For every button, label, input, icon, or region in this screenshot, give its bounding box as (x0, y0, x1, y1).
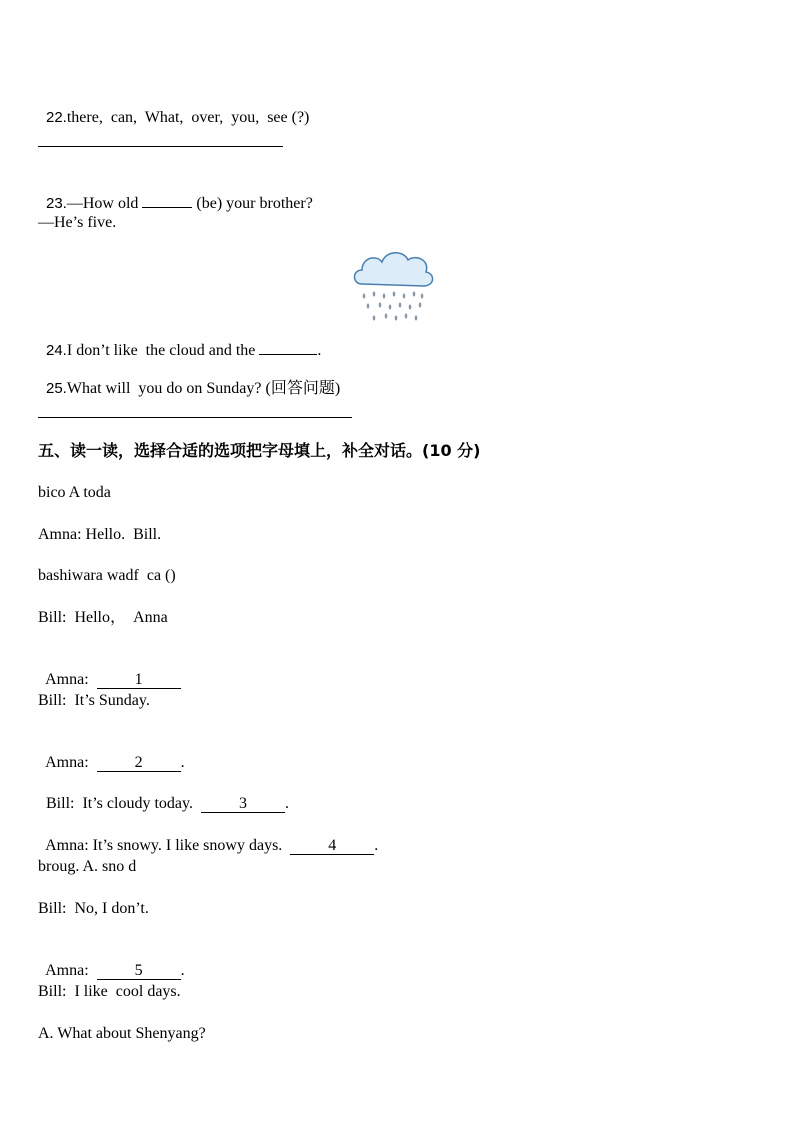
question-25 (38, 359, 340, 399)
line-end: . (180, 754, 185, 771)
speaker-label: Amna: (45, 754, 97, 771)
dialogue-line: Amna: Hello. Bill. (38, 526, 162, 543)
question-number: 25. (46, 380, 67, 397)
speaker-label: Amna: (45, 671, 97, 688)
question-text: What will you do on Sunday? (回答问题) (66, 380, 341, 397)
dialogue-line: Bill: No, I don’t. (38, 900, 149, 917)
question-text-prefix: —How old (66, 195, 143, 212)
answer-line-25[interactable] (38, 417, 352, 418)
cloud-rain-icon (350, 248, 436, 332)
dialogue-line: Bill: It’s Sunday. (38, 692, 150, 709)
answer-blank[interactable]: 3 (201, 796, 285, 813)
line-end: . (284, 795, 289, 812)
dialogue-line: Bill: I like cool days. (38, 983, 181, 1000)
speaker-label: Bill: It’s cloudy today. (46, 795, 201, 812)
line-end: . (374, 837, 379, 854)
question-23 (38, 171, 313, 214)
question-text: there, can, What, over, you, see (?) (66, 109, 310, 126)
fill-blank[interactable] (259, 338, 317, 355)
speaker-label: Amna: It’s snowy. I like snowy days. (45, 837, 291, 854)
answer-blank[interactable]: 5 (97, 963, 181, 980)
dialogue-line (38, 816, 378, 856)
question-text-suffix: (be) your brother? (192, 195, 313, 212)
dialogue-line: Bill: Hello， Anna (38, 609, 168, 626)
dialogue-line: broug. A. sno d (38, 858, 137, 875)
speaker-label: Amna: (45, 962, 97, 979)
dialogue-line (38, 941, 185, 981)
option-a: A. What about Shenyang? (38, 1025, 206, 1042)
question-23-reply: —He’s five. (38, 214, 117, 231)
line-end: . (180, 962, 185, 979)
question-number: 22. (46, 109, 67, 126)
answer-blank[interactable]: 4 (290, 838, 374, 855)
dialogue-line (38, 733, 185, 773)
dialogue-line (38, 650, 181, 690)
question-number: 23. (46, 195, 67, 212)
question-number: 24. (46, 342, 67, 359)
answer-line-22[interactable] (38, 146, 283, 147)
section-heading: 五、读一读，选择合适的选项把字母填上，补全对话。(10 分) (38, 441, 481, 460)
question-text-prefix: I don’t like the cloud and the (66, 342, 260, 359)
answer-blank[interactable]: 1 (97, 672, 181, 689)
question-24 (38, 318, 321, 361)
dialogue-line (38, 774, 289, 814)
question-22 (38, 88, 309, 128)
dialogue-line: bico A toda (38, 484, 111, 501)
dialogue-line: bashiwara wadf ca () (38, 567, 176, 584)
question-text-suffix: . (317, 342, 322, 359)
fill-blank[interactable] (142, 191, 192, 208)
answer-blank[interactable]: 2 (97, 755, 181, 772)
